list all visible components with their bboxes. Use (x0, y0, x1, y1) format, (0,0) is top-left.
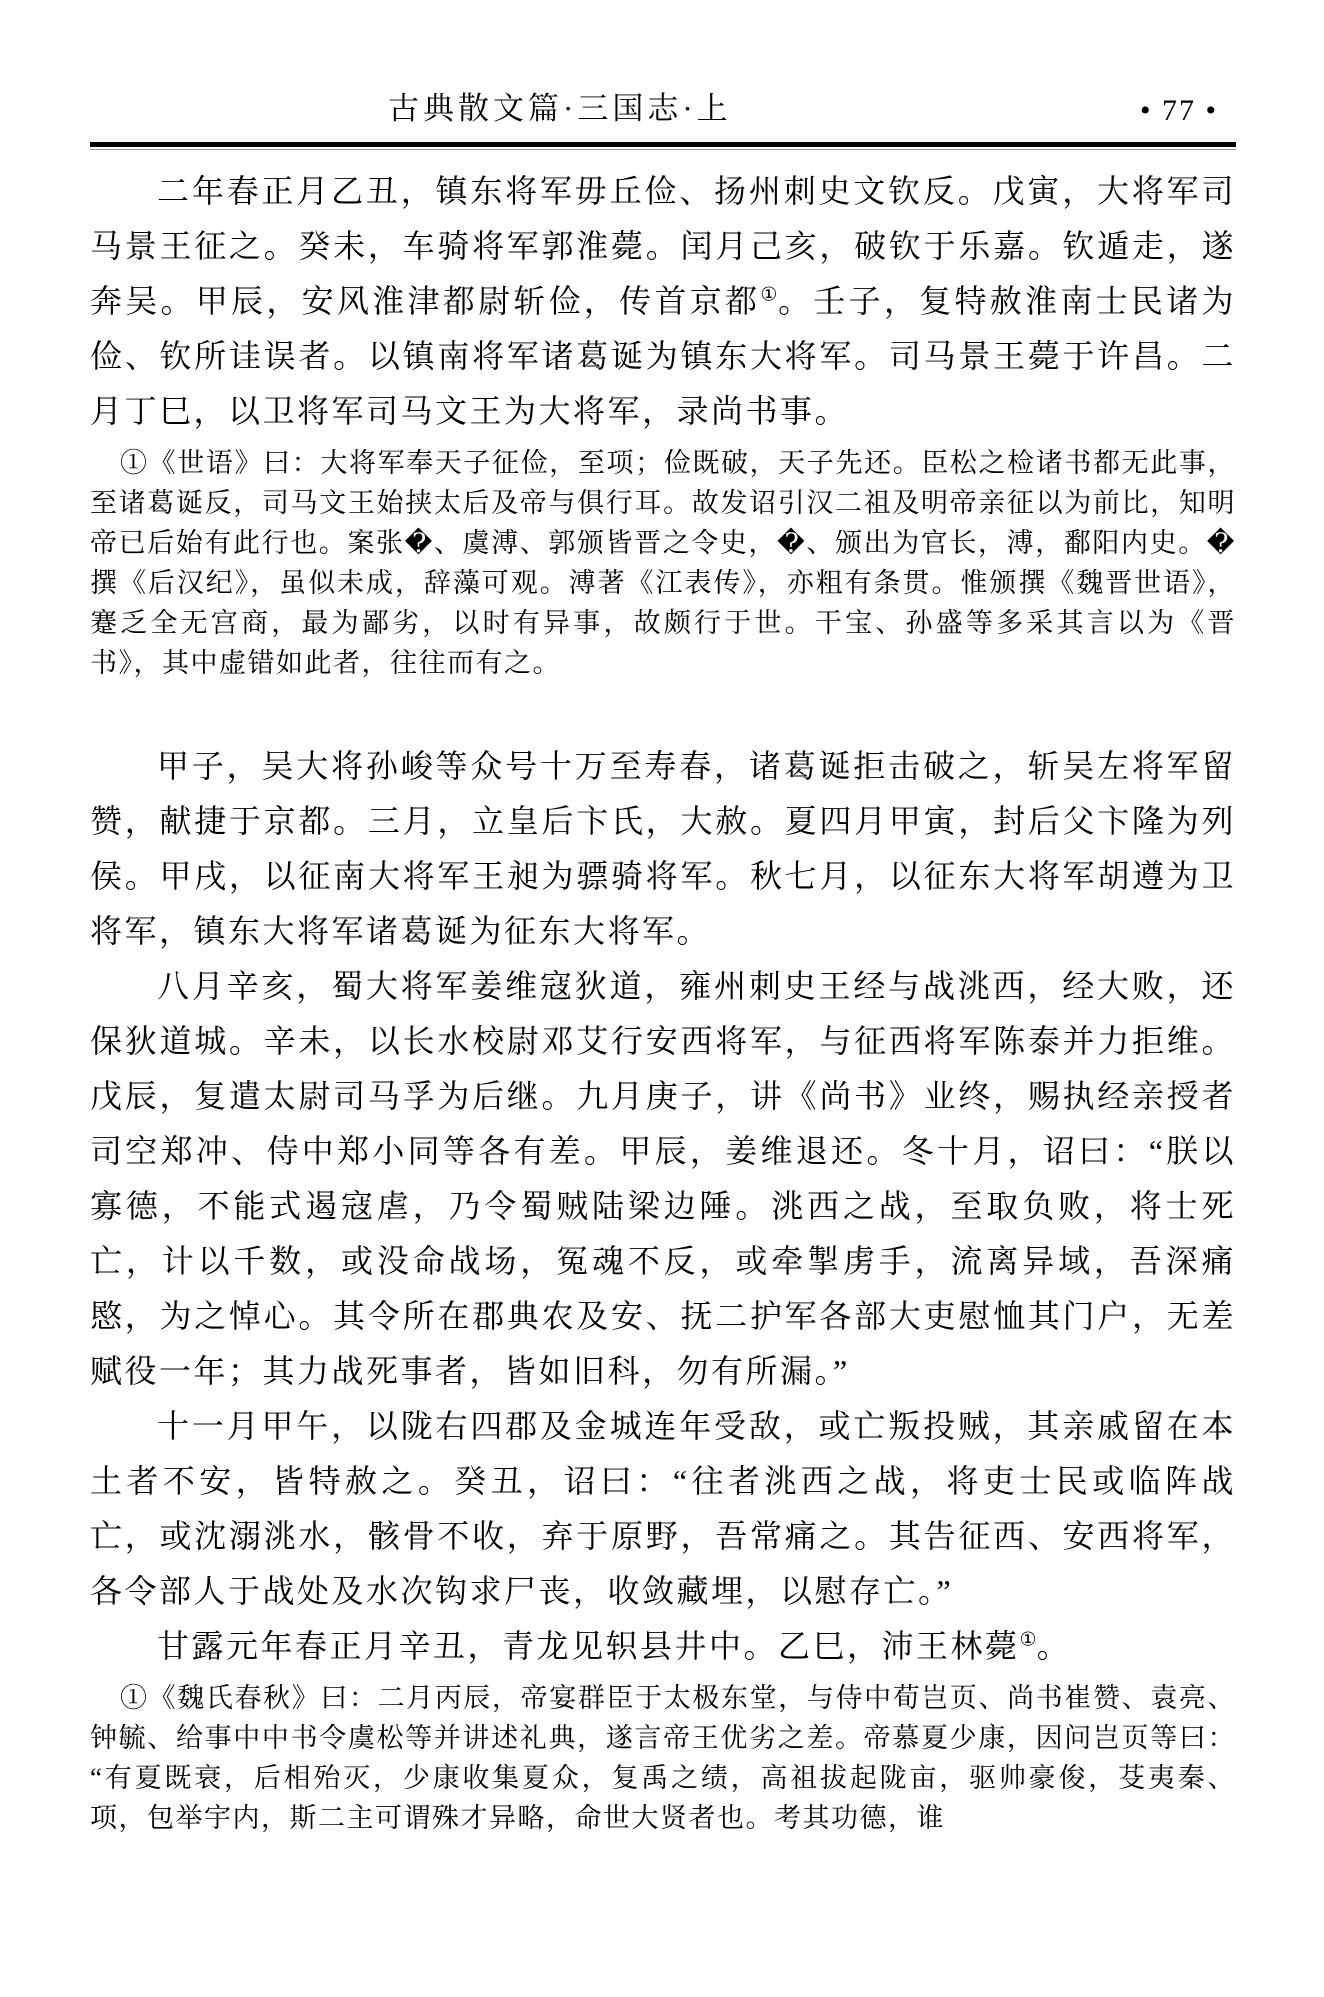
paragraph-2: 甲子，吴大将孙峻等众号十万至寿春，诸葛诞拒击破之，斩吴左将军留赞，献捷于京都。三月，立皇后卞氏，大赦。夏四月甲寅，封后父卞隆为列侯。甲戌，以征南大将军王昶为骠骑将军。秋七月，以征东大将军胡遵为卫将军，镇东大将军诸葛诞为征东大将军。 (90, 748, 1236, 949)
paragraph-3: 八月辛亥，蜀大将军姜维寇狄道，雍州刺史王经与战洮西，经大败，还保狄道城。辛未，以长水校尉邓艾行安西将军，与征西将军陈泰并力拒维。戊辰，复遣太尉司马孚为后继。九月庚子，讲《尚书》业终，赐执经亲授者司空郑冲、侍中郑小同等各有差。甲辰，姜维退还。冬十月，诏曰：“朕以寡德，不能式遏寇虐，乃令蜀贼陆梁边陲。洮西之战，至取负败，将士死亡，计以千数，或没命战场，冤魂不反，或牵掣虏手，流离异域，吾深痛愍，为之悼心。其令所在郡典农及安、抚二护军各部大吏慰恤其门户，无差赋役一年；其力战死事者，皆如旧科，勿有所漏。” (90, 968, 1236, 1389)
running-title: 古典散文篇·三国志·上 (388, 91, 732, 126)
header-rule-thick (90, 142, 1236, 147)
paragraph-5 (90, 1619, 1236, 1674)
footnote-marker-2: ① (1019, 1629, 1037, 1651)
annotation-2: ①《魏氏春秋》曰：二月丙辰，帝宴群臣于太极东堂，与侍中荀岂页、尚书崔赞、袁亮、钟毓、给事中中书令虞松等并讲述礼典，遂言帝王优劣之差。帝慕夏少康，因问岂页等曰：“有夏既衰，后相殆灭，少康收集夏众，复禹之绩，高祖拔起陇亩，驱帅豪俊，芟夷秦、项，包举宇内，斯二主可谓殊才异略，命世大贤者也。考其功德，谁 (90, 1683, 1236, 1833)
paragraph-4: 十一月甲午，以陇右四郡及金城连年受敌，或亡叛投贼，其亲戚留在本土者不安，皆特赦之。癸丑，诏曰：“往者洮西之战，将吏士民或临阵战亡，或沈溺洮水，骸骨不收，弃于原野，吾常痛之。其告征西、安西将军，各令部人于战处及水次钩求尸丧，收敛藏埋，以慰存亡。” (90, 1408, 1236, 1609)
paragraph-1-text-cont: 。壬子，复特赦淮南士民诸为俭、钦所诖误者。以镇南将军诸葛诞为镇东大将军。司马景王薨于许昌。二月丁巳，以卫将军司马文王为大将军，录尚书事。 (90, 283, 1236, 429)
paragraph-5-text-cont: 。 (1036, 1628, 1072, 1664)
page-body (90, 164, 1236, 1838)
header-rule-thin (90, 149, 1236, 150)
page-header (90, 78, 1236, 134)
paragraph-5-text: 甘露元年春正月辛丑，青龙见轵县井中。乙巳，沛王林薨 (157, 1628, 1020, 1664)
page-number: • 77 • (1139, 94, 1218, 127)
paragraph-1-text: 二年春正月乙丑，镇东将军毋丘俭、扬州刺史文钦反。戊寅，大将军司马景王征之。癸未，车骑将军郭淮薨。闰月己亥，破钦于乐嘉。钦遁走，遂奔吴。甲辰，安风淮津都尉斩俭，传首京都 (90, 173, 1236, 319)
footnote-marker-1: ① (760, 284, 779, 306)
annotation-1: ①《世语》曰：大将军奉天子征俭，至项；俭既破，天子先还。臣松之检诸书都无此事，至诸葛诞反，司马文王始挟太后及帝与俱行耳。故发诏引汉二祖及明帝亲征以为前比，知明帝已后始有此行也。案张�、虞溥、郭颁皆晋之令史，�、颁出为官长，溥，鄱阳内史。�撰《后汉纪》，虽似未成，辞藻可观。溥著《江表传》，亦粗有条贯。惟颁撰《魏晋世语》，蹇乏全无宫商，最为鄙劣，以时有异事，故颇行于世。干宝、孙盛等多采其言以为《晋书》，其中虚错如此者，往往而有之。 (90, 448, 1236, 678)
paragraph-1 (90, 164, 1236, 439)
